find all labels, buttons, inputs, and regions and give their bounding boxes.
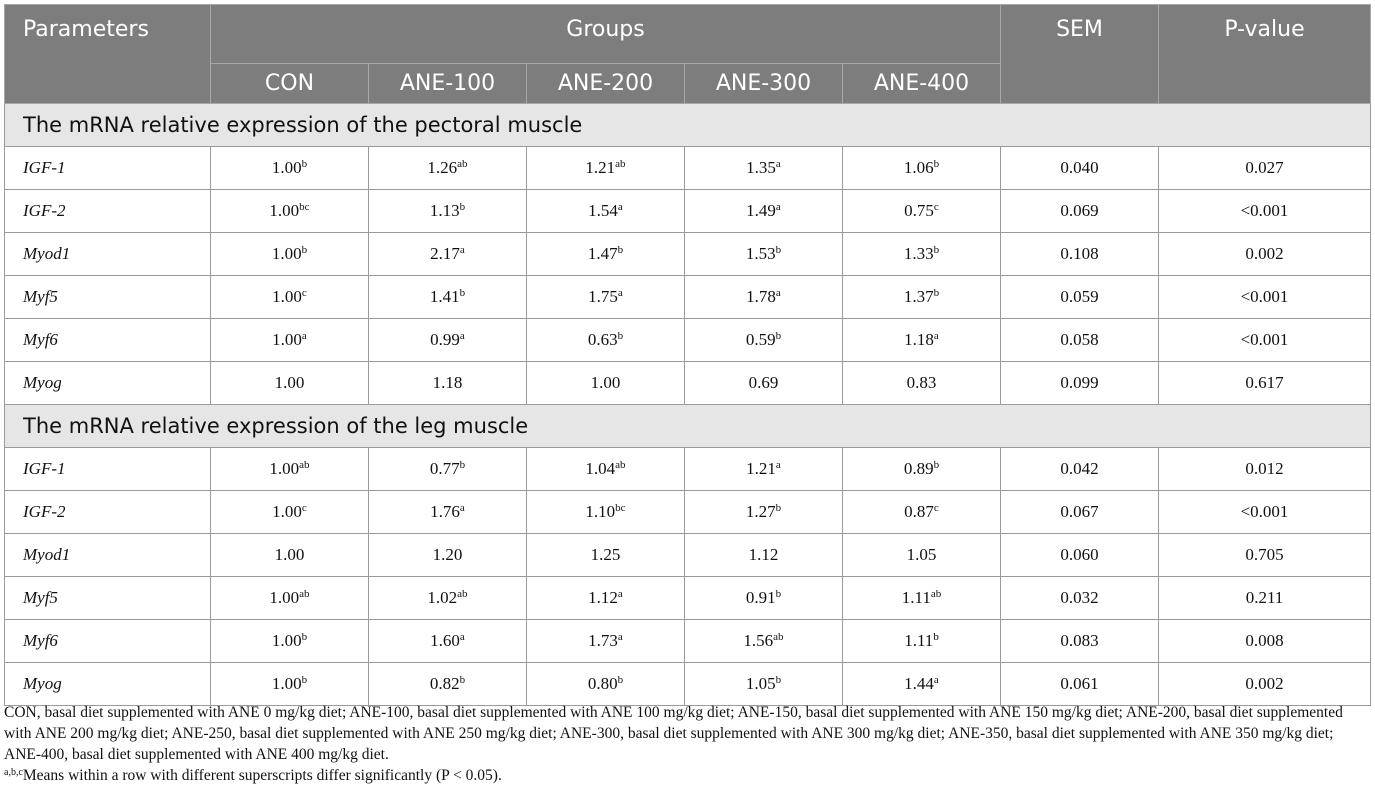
value-cell-ane-400 (843, 491, 1001, 534)
value-number: 1.47 (587, 244, 618, 263)
value-superscript: b (459, 201, 466, 213)
sem-cell: 0.040 (1001, 147, 1159, 190)
value-number: 1.56 (743, 631, 774, 650)
footnote-significance-text: Means within a row with different superscripts differ significantly (P < 0.05). (22, 767, 502, 784)
value-number: 2.17 (430, 244, 460, 263)
value-number: 1.00 (272, 502, 302, 521)
header-sem: SEM (1001, 5, 1159, 104)
value-cell-ane-100 (369, 620, 527, 663)
value-superscript: b (301, 158, 308, 170)
value-number: 1.00 (271, 631, 302, 650)
parameter-cell: Myf6 (5, 319, 211, 362)
value-superscript: ab (457, 158, 468, 170)
pvalue-cell: 0.002 (1159, 233, 1371, 276)
value-number: 1.21 (585, 158, 616, 177)
sem-cell: 0.067 (1001, 491, 1159, 534)
value-superscript: a (459, 330, 465, 342)
value-number: 0.63 (587, 330, 618, 349)
value-cell-ane-100 (369, 577, 527, 620)
value-cell-ane-300 (685, 577, 843, 620)
value-cell-ane-100 (369, 448, 527, 491)
section-header-row (5, 104, 1371, 147)
value-cell-con (211, 362, 369, 405)
value-superscript: bc (615, 502, 626, 514)
value-superscript: a (617, 287, 623, 299)
value-number: 1.76 (430, 502, 460, 521)
value-superscript: a (933, 330, 939, 342)
value-superscript: ab (615, 459, 626, 471)
value-superscript: b (459, 287, 466, 299)
parameter-cell: IGF-2 (5, 190, 211, 233)
sem-cell: 0.059 (1001, 276, 1159, 319)
value-superscript: c (301, 502, 307, 514)
header-group-con: CON (211, 64, 369, 104)
value-number: 1.02 (427, 588, 458, 607)
value-superscript: b (933, 631, 939, 643)
value-superscript: b (459, 459, 466, 471)
header-group-ane-300: ANE-300 (685, 64, 843, 104)
value-number: 1.78 (746, 287, 776, 306)
value-superscript: b (933, 459, 940, 471)
pvalue-cell: 0.027 (1159, 147, 1371, 190)
value-cell-ane-400 (843, 190, 1001, 233)
value-cell-ane-300 (685, 491, 843, 534)
value-number: 1.04 (585, 459, 616, 478)
value-cell-ane-300 (685, 448, 843, 491)
value-superscript: b (775, 244, 782, 256)
value-number: 0.69 (748, 373, 779, 392)
sem-cell: 0.060 (1001, 534, 1159, 577)
value-cell-ane-300 (685, 663, 843, 706)
value-superscript: a (933, 674, 939, 686)
header-group-ane-200: ANE-200 (527, 64, 685, 104)
value-number: 1.26 (427, 158, 458, 177)
value-number: 1.00 (272, 287, 302, 306)
table-row (5, 534, 1371, 577)
value-cell-ane-300 (685, 362, 843, 405)
value-superscript: b (301, 244, 308, 256)
value-cell-ane-200 (527, 233, 685, 276)
value-cell-ane-200 (527, 577, 685, 620)
value-number: 0.83 (906, 373, 937, 392)
value-cell-ane-300 (685, 319, 843, 362)
value-number: 1.44 (904, 674, 934, 693)
header-groups: Groups (211, 5, 1001, 64)
header-group-ane-400: ANE-400 (843, 64, 1001, 104)
pvalue-cell: <0.001 (1159, 319, 1371, 362)
table-row (5, 276, 1371, 319)
value-number: 1.73 (588, 631, 618, 650)
parameter-cell: IGF-1 (5, 147, 211, 190)
value-cell-con (211, 491, 369, 534)
table-row (5, 491, 1371, 534)
value-number: 1.00 (269, 459, 300, 478)
value-number: 1.35 (746, 158, 776, 177)
value-cell-ane-400 (843, 276, 1001, 319)
value-superscript: b (775, 674, 782, 686)
value-cell-ane-100 (369, 147, 527, 190)
value-cell-con (211, 448, 369, 491)
value-superscript: c (933, 201, 939, 213)
value-superscript: a (301, 330, 307, 342)
value-superscript: ab (773, 631, 784, 643)
footnote-significance (4, 765, 1370, 786)
section-header-row (5, 405, 1371, 448)
value-superscript: a (459, 244, 465, 256)
value-cell-ane-200 (527, 362, 685, 405)
value-superscript: b (775, 330, 782, 342)
sem-cell: 0.108 (1001, 233, 1159, 276)
value-cell-con (211, 233, 369, 276)
value-cell-ane-300 (685, 233, 843, 276)
value-cell-ane-200 (527, 534, 685, 577)
footnote-superscript: a,b,c (4, 767, 23, 778)
value-number: 1.06 (903, 158, 934, 177)
value-number: 1.54 (588, 201, 618, 220)
value-cell-ane-300 (685, 534, 843, 577)
value-superscript: b (617, 674, 624, 686)
parameter-cell: Myod1 (5, 233, 211, 276)
value-cell-ane-300 (685, 190, 843, 233)
header-group-ane-100: ANE-100 (369, 64, 527, 104)
sem-cell: 0.032 (1001, 577, 1159, 620)
value-number: 1.05 (745, 674, 776, 693)
value-superscript: b (459, 674, 466, 686)
value-number: 0.87 (904, 502, 934, 521)
value-number: 1.00 (269, 588, 300, 607)
table-row (5, 233, 1371, 276)
value-number: 1.53 (745, 244, 776, 263)
header-pvalue: P-value (1159, 5, 1371, 104)
value-superscript: b (775, 502, 782, 514)
value-cell-ane-100 (369, 534, 527, 577)
sem-cell: 0.069 (1001, 190, 1159, 233)
parameter-cell: Myf5 (5, 276, 211, 319)
value-number: 0.75 (904, 201, 934, 220)
value-number: 1.00 (274, 373, 305, 392)
sem-cell: 0.058 (1001, 319, 1159, 362)
value-number: 0.80 (587, 674, 618, 693)
table-row (5, 190, 1371, 233)
value-number: 1.12 (588, 588, 618, 607)
value-superscript: ab (615, 158, 626, 170)
parameter-cell: Myog (5, 663, 211, 706)
value-cell-ane-100 (369, 491, 527, 534)
value-cell-ane-200 (527, 620, 685, 663)
value-superscript: b (301, 674, 308, 686)
value-superscript: a (459, 502, 465, 514)
table-header (5, 5, 1371, 104)
parameter-cell: Myf5 (5, 577, 211, 620)
value-superscript: b (301, 631, 308, 643)
value-number: 0.77 (429, 459, 460, 478)
value-superscript: a (775, 459, 781, 471)
value-number: 1.00 (271, 674, 302, 693)
table-body (5, 104, 1371, 706)
value-superscript: b (933, 244, 940, 256)
parameter-cell: Myog (5, 362, 211, 405)
value-superscript: ab (457, 588, 468, 600)
value-cell-con (211, 663, 369, 706)
value-number: 1.18 (904, 330, 934, 349)
value-cell-con (211, 276, 369, 319)
parameter-cell: IGF-1 (5, 448, 211, 491)
value-cell-ane-100 (369, 362, 527, 405)
value-cell-con (211, 319, 369, 362)
pvalue-cell: <0.001 (1159, 190, 1371, 233)
value-superscript: a (617, 631, 623, 643)
value-cell-ane-200 (527, 147, 685, 190)
value-cell-ane-100 (369, 276, 527, 319)
pvalue-cell: 0.705 (1159, 534, 1371, 577)
value-number: 0.59 (745, 330, 776, 349)
value-cell-ane-400 (843, 147, 1001, 190)
sem-cell: 0.099 (1001, 362, 1159, 405)
value-superscript: b (617, 244, 624, 256)
value-number: 0.82 (429, 674, 460, 693)
pvalue-cell: <0.001 (1159, 276, 1371, 319)
value-number: 0.89 (903, 459, 934, 478)
value-superscript: c (301, 287, 307, 299)
value-superscript: a (775, 201, 781, 213)
section-title: The mRNA relative expression of the leg muscle (5, 405, 1371, 448)
value-cell-ane-200 (527, 448, 685, 491)
value-cell-ane-400 (843, 663, 1001, 706)
value-number: 1.25 (590, 545, 621, 564)
table-row (5, 577, 1371, 620)
value-cell-ane-400 (843, 448, 1001, 491)
parameter-cell: Myod1 (5, 534, 211, 577)
value-cell-ane-400 (843, 362, 1001, 405)
value-number: 1.75 (588, 287, 618, 306)
value-number: 1.21 (746, 459, 776, 478)
value-number: 1.05 (906, 545, 937, 564)
value-cell-con (211, 534, 369, 577)
value-number: 1.00 (274, 545, 305, 564)
value-superscript: b (933, 287, 940, 299)
table-row (5, 362, 1371, 405)
value-superscript: bc (299, 201, 310, 213)
value-cell-ane-200 (527, 276, 685, 319)
value-superscript: a (775, 287, 781, 299)
pvalue-cell: 0.002 (1159, 663, 1371, 706)
value-number: 1.13 (429, 201, 460, 220)
value-cell-ane-100 (369, 319, 527, 362)
value-superscript: ab (930, 588, 942, 600)
value-cell-ane-300 (685, 147, 843, 190)
header-parameters: Parameters (5, 5, 211, 104)
value-superscript: ab (299, 588, 310, 600)
value-number: 1.00 (269, 201, 300, 220)
value-cell-ane-400 (843, 233, 1001, 276)
value-number: 1.00 (590, 373, 621, 392)
value-cell-ane-400 (843, 319, 1001, 362)
value-superscript: c (933, 502, 939, 514)
value-number: 1.12 (748, 545, 779, 564)
value-superscript: b (617, 330, 624, 342)
section-title: The mRNA relative expression of the pectoral muscle (5, 104, 1371, 147)
value-number: 1.27 (745, 502, 776, 521)
value-cell-ane-100 (369, 233, 527, 276)
value-cell-con (211, 577, 369, 620)
data-table (4, 4, 1371, 706)
sem-cell: 0.061 (1001, 663, 1159, 706)
value-cell-ane-400 (843, 577, 1001, 620)
value-cell-ane-400 (843, 534, 1001, 577)
pvalue-cell: 0.211 (1159, 577, 1371, 620)
value-cell-ane-200 (527, 190, 685, 233)
table-row (5, 663, 1371, 706)
value-cell-ane-100 (369, 190, 527, 233)
value-superscript: b (933, 158, 940, 170)
pvalue-cell: 0.008 (1159, 620, 1371, 663)
value-cell-ane-200 (527, 491, 685, 534)
value-number: 1.10 (585, 502, 616, 521)
value-superscript: ab (299, 459, 310, 471)
value-cell-ane-300 (685, 620, 843, 663)
table-footnotes (4, 702, 1370, 786)
value-number: 1.11 (901, 588, 931, 607)
value-number: 1.18 (432, 373, 463, 392)
pvalue-cell: <0.001 (1159, 491, 1371, 534)
value-number: 1.00 (272, 330, 302, 349)
value-superscript: a (617, 588, 623, 600)
value-number: 0.91 (745, 588, 776, 607)
value-cell-ane-100 (369, 663, 527, 706)
value-cell-con (211, 620, 369, 663)
value-number: 1.33 (903, 244, 934, 263)
value-number: 1.00 (271, 158, 302, 177)
value-number: 1.37 (903, 287, 934, 306)
sem-cell: 0.083 (1001, 620, 1159, 663)
value-cell-ane-200 (527, 663, 685, 706)
footnote-abbreviations: CON, basal diet supplemented with ANE 0 mg/kg diet; ANE-100, basal diet supplemented with ANE 100 mg/kg diet; ANE-150, basal diet supplemented with ANE 150 mg/kg diet; ANE-200, basal diet supplemented with ANE 200 mg/kg diet; ANE-250, basal diet supplemented with ANE 250 mg/kg diet; ANE-300, basal diet supplemented with ANE 300 mg/kg diet; ANE-350, basal diet supplemented with ANE 350 mg/kg diet; ANE-400, basal diet supplemented with ANE 400 mg/kg diet. (4, 704, 1343, 763)
value-cell-ane-400 (843, 620, 1001, 663)
value-superscript: a (617, 201, 623, 213)
parameter-cell: IGF-2 (5, 491, 211, 534)
value-superscript: a (775, 158, 781, 170)
value-cell-con (211, 147, 369, 190)
pvalue-cell: 0.012 (1159, 448, 1371, 491)
value-number: 1.00 (271, 244, 302, 263)
value-cell-ane-200 (527, 319, 685, 362)
parameter-cell: Myf6 (5, 620, 211, 663)
value-number: 1.20 (432, 545, 463, 564)
table-row (5, 147, 1371, 190)
sem-cell: 0.042 (1001, 448, 1159, 491)
value-superscript: b (775, 588, 782, 600)
value-number: 1.60 (430, 631, 460, 650)
value-number: 1.11 (904, 631, 934, 650)
table-row (5, 448, 1371, 491)
value-number: 0.99 (430, 330, 460, 349)
pvalue-cell: 0.617 (1159, 362, 1371, 405)
table-row (5, 319, 1371, 362)
value-number: 1.49 (746, 201, 776, 220)
value-cell-ane-300 (685, 276, 843, 319)
table-row (5, 620, 1371, 663)
value-number: 1.41 (429, 287, 460, 306)
value-cell-con (211, 190, 369, 233)
value-superscript: a (459, 631, 465, 643)
